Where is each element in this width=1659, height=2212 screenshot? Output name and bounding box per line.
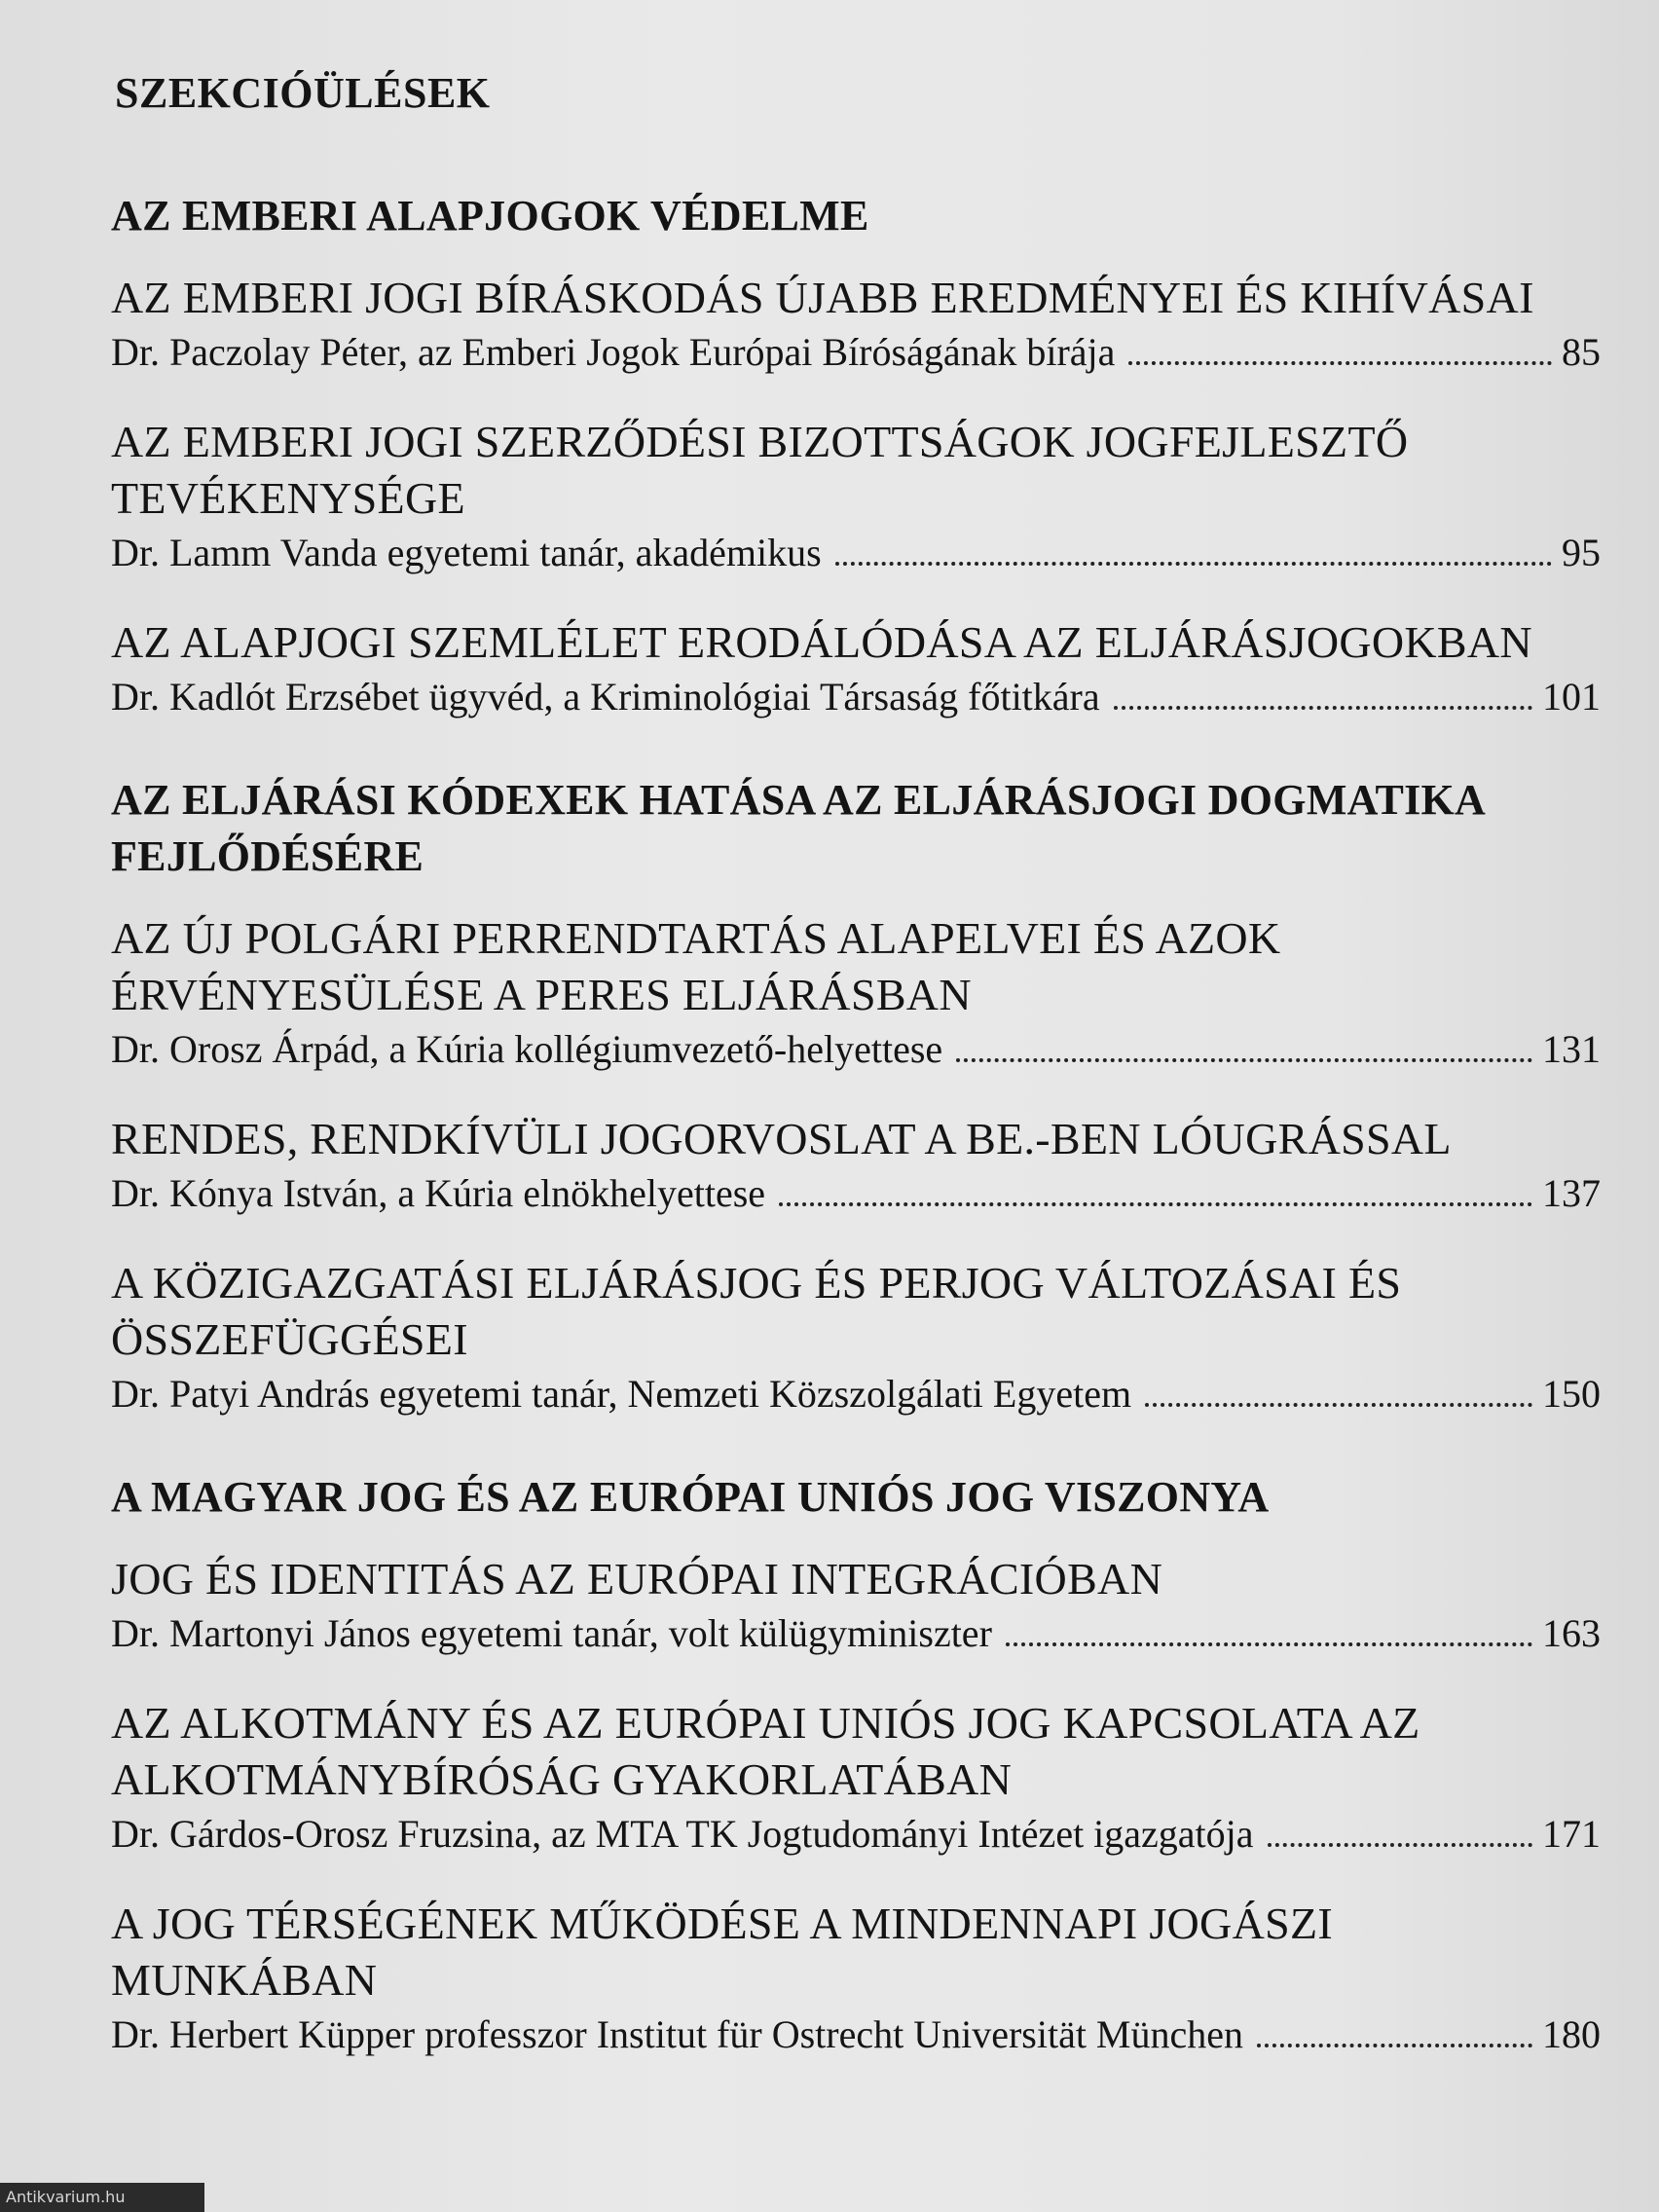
entry-line [111,1167,1601,1220]
toc-entry [111,1896,1601,2061]
entry-page-number: 101 [1542,675,1601,719]
entry-page-number: 150 [1542,1372,1601,1416]
leader-dots [1145,1403,1532,1407]
entry-page-number: 95 [1562,531,1601,574]
entry-title: A KÖZIGAZGATÁSI ELJÁRÁSJOG ÉS PERJOG VÁLTOZÁSAI ÉS ÖSSZEFÜGGÉSEI [111,1258,1402,1364]
entry-author: Dr. Kónya István, a Kúria elnökhelyettese [111,1171,766,1215]
entry-author: Dr. Martonyi János egyetemi tanár, volt külügyminiszter [111,1611,992,1655]
toc-entry [111,270,1601,379]
entry-page-number: 131 [1542,1027,1601,1071]
entry-line [111,527,1601,579]
toc-entry [111,1111,1601,1220]
entry-author: Dr. Paczolay Péter, az Emberi Jogok Európai Bíróságának bírája [111,330,1116,374]
entry-page-number: 180 [1542,2012,1601,2056]
leader-dots [1006,1642,1532,1646]
toc-entry [111,910,1601,1076]
leader-dots [1268,1843,1532,1847]
entry-title: AZ EMBERI JOGI SZERZŐDÉSI BIZOTTSÁGOK JOGFEJLESZTŐ TEVÉKENYSÉGE [111,417,1409,523]
leader-dots [779,1202,1532,1206]
toc-entry [111,614,1601,723]
entry-line [111,1023,1601,1076]
toc-section [111,188,1601,723]
table-of-contents [111,68,1601,2096]
toc-entry [111,1551,1601,1660]
entry-title: AZ ALKOTMÁNY ÉS AZ EURÓPAI UNIÓS JOG KAPCSOLATA AZ ALKOTMÁNYBÍRÓSÁG GYAKORLATÁBAN [111,1698,1420,1804]
entry-line [111,2009,1601,2061]
toc-section [111,1469,1601,2061]
toc-entry [111,1695,1601,1861]
entry-line [111,671,1601,723]
part-title: SZEKCIÓÜLÉSEK [115,69,491,117]
leader-dots [1128,361,1552,365]
entry-title: RENDES, RENDKÍVÜLI JOGORVOSLAT A BE.-BEN LÓUGRÁSSAL [111,1114,1452,1163]
entry-author: Dr. Kadlót Erzsébet ügyvéd, a Kriminológiai Társaság főtitkára [111,675,1100,719]
entry-title: AZ EMBERI JOGI BÍRÁSKODÁS ÚJABB EREDMÉNYEI ÉS KIHÍVÁSAI [111,273,1534,322]
toc-entry [111,414,1601,579]
entry-author: Dr. Herbert Küpper professzor Institut für Ostrecht Universität München [111,2012,1244,2056]
entry-line [111,1368,1601,1420]
entry-title: AZ ALAPJOGI SZEMLÉLET ERODÁLÓDÁSA AZ ELJÁRÁSJOGOKBAN [111,617,1532,667]
entry-author: Dr. Lamm Vanda egyetemi tanár, akadémikus [111,531,822,574]
leader-dots [1257,2044,1532,2047]
toc-section [111,772,1601,1420]
entry-page-number: 137 [1542,1171,1601,1215]
entry-line [111,1607,1601,1660]
entry-page-number: 163 [1542,1611,1601,1655]
entry-line [111,326,1601,379]
leader-dots [1114,706,1532,710]
watermark-label: Antikvarium.hu [0,2183,204,2212]
entry-title: AZ ÚJ POLGÁRI PERRENDTARTÁS ALAPELVEI ÉS AZOK ÉRVÉNYESÜLÉSE A PERES ELJÁRÁSBAN [111,913,1281,1019]
toc-entry [111,1255,1601,1420]
entry-page-number: 85 [1562,330,1601,374]
entry-title: JOG ÉS IDENTITÁS AZ EURÓPAI INTEGRÁCIÓBAN [111,1554,1163,1604]
leader-dots [835,562,1552,566]
entry-page-number: 171 [1542,1812,1601,1856]
section-title: A MAGYAR JOG ÉS AZ EURÓPAI UNIÓS JOG VISZONYA [111,1473,1270,1521]
entry-author: Dr. Patyi András egyetemi tanár, Nemzeti Közszolgálati Egyetem [111,1372,1132,1416]
entry-title: A JOG TÉRSÉGÉNEK MŰKÖDÉSE A MINDENNAPI JOGÁSZI MUNKÁBAN [111,1899,1333,2005]
entry-author: Dr. Gárdos-Orosz Fruzsina, az MTA TK Jogtudományi Intézet igazgatója [111,1812,1254,1856]
entry-author: Dr. Orosz Árpád, a Kúria kollégiumvezető-helyettese [111,1027,943,1071]
section-title: AZ EMBERI ALAPJOGOK VÉDELME [111,192,869,240]
leader-dots [956,1058,1532,1062]
section-title: AZ ELJÁRÁSI KÓDEXEK HATÁSA AZ ELJÁRÁSJOGI DOGMATIKA FEJLŐDÉSÉRE [111,776,1484,880]
entry-line [111,1808,1601,1861]
